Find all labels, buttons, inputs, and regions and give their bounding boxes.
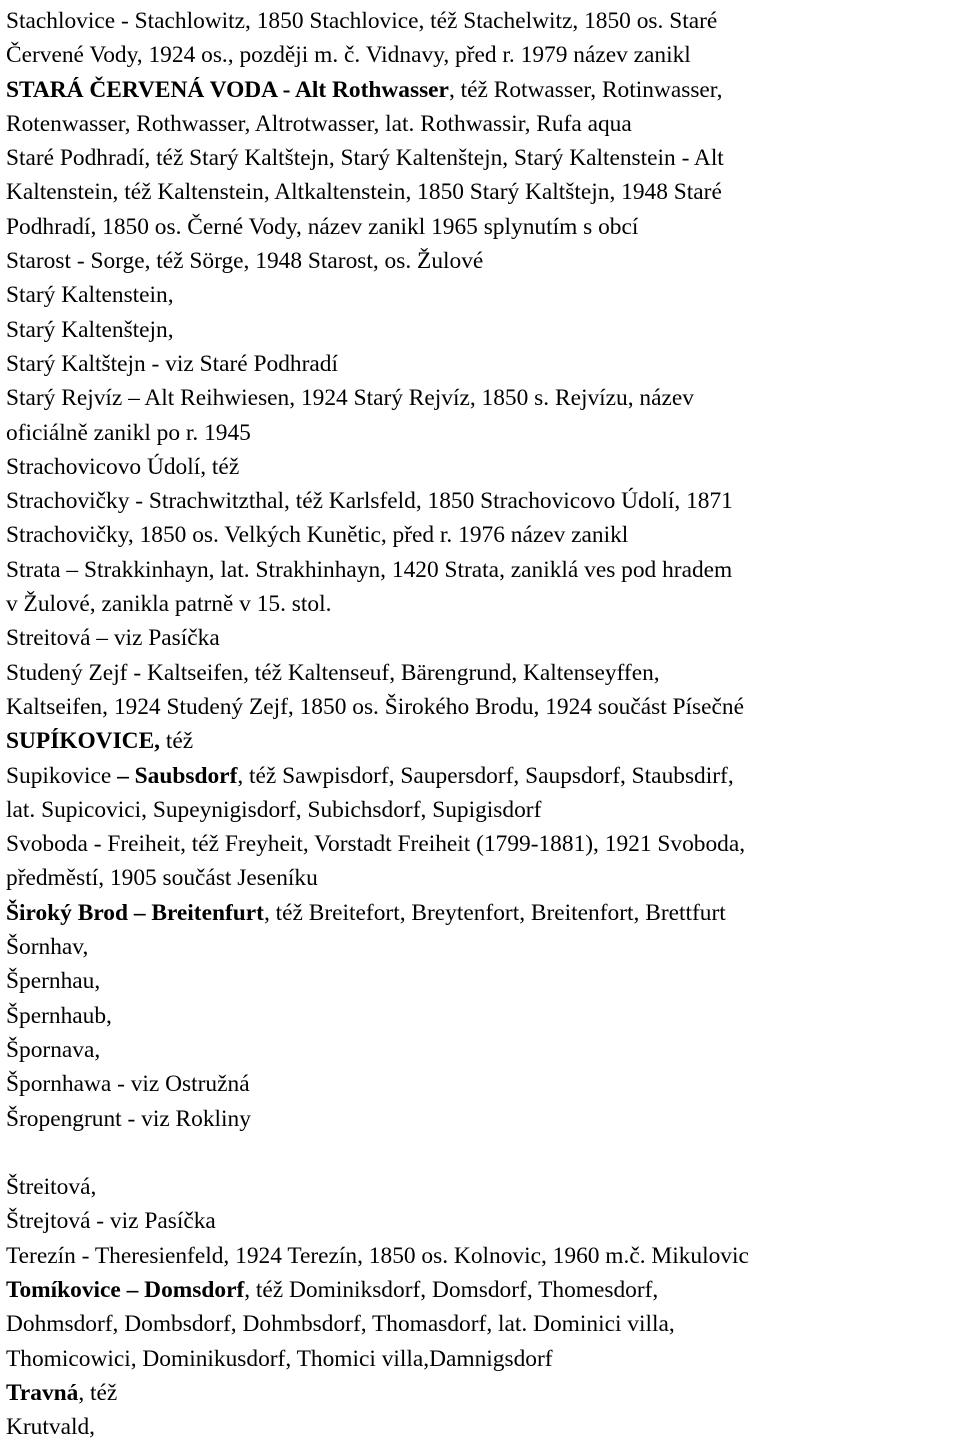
text-line <box>6 1239 958 1273</box>
text-segment: Kaltseifen, 1924 Studený Zejf, 1850 os. Širokého Brodu, 1924 součást Písečné <box>6 693 745 720</box>
bold-segment: – Saubsdorf <box>117 762 238 789</box>
text-line <box>6 1102 958 1136</box>
text-segment: , též Breitefort, Breytenfort, Breitenfort, Brettfurt <box>263 899 726 926</box>
text-segment: předměstí, 1905 součást Jeseníku <box>6 865 318 892</box>
text-segment: Špornhawa - viz Ostružná <box>6 1071 250 1098</box>
blank-line <box>6 1136 958 1170</box>
text-segment: Červené Vody, 1924 os., později m. č. Vidnavy, před r. 1979 název zanikl <box>6 42 691 69</box>
text-line <box>6 1376 958 1410</box>
text-segment: Strachovičky - Strachwitzthal, též Karlsfeld, 1850 Strachovicovo Údolí, 1871 <box>6 488 733 515</box>
text-segment: Studený Zejf - Kaltseifen, též Kaltenseuf, Bärengrund, Kaltenseyffen, <box>6 659 660 686</box>
text-segment: Špornava, <box>6 1036 101 1063</box>
text-segment: oficiálně zanikl po r. 1945 <box>6 419 251 446</box>
text-line <box>6 793 958 827</box>
text-segment: Dohmsdorf, Dombsdorf, Dohmbsdorf, Thomasdorf, lat. Dominici villa, <box>6 1311 675 1338</box>
bold-segment: SUPÍKOVICE, <box>6 728 161 755</box>
text-segment: Starý Kaltenstein, <box>6 282 174 309</box>
text-line <box>6 313 958 347</box>
text-line <box>6 656 958 690</box>
bold-segment: Široký Brod – Breitenfurt <box>6 899 264 926</box>
text-line <box>6 621 958 655</box>
text-segment: Starý Kaltštejn - viz Staré Podhradí <box>6 350 338 377</box>
text-segment: lat. Supicovici, Supeynigisdorf, Subichsdorf, Supigisdorf <box>6 796 542 823</box>
text-segment: Streitová – viz Pasíčka <box>6 625 220 652</box>
text-segment: Štreitová, <box>6 1174 97 1201</box>
text-line <box>6 930 958 964</box>
bold-segment: Travná <box>6 1379 79 1406</box>
text-segment: Svoboda - Freiheit, též Freyheit, Vorstadt Freiheit (1799-1881), 1921 Svoboda, <box>6 831 746 858</box>
text-segment: Stachlovice - Stachlowitz, 1850 Stachlovice, též Stachelwitz, 1850 os. Staré <box>6 8 718 34</box>
text-segment: Starý Rejvíz – Alt Reihwiesen, 1924 Starý Rejvíz, 1850 s. Rejvízu, název <box>6 385 694 412</box>
text-segment: Špernhaub, <box>6 1002 112 1029</box>
text-line <box>6 347 958 381</box>
text-segment: Starý Kaltenštejn, <box>6 316 174 343</box>
text-segment: , též Rotwasser, Rotinwasser, <box>448 76 723 103</box>
text-segment: Strachovicovo Údolí, též <box>6 453 240 480</box>
text-line <box>6 4 958 38</box>
text-line <box>6 107 958 141</box>
text-segment: Šropengrunt - viz Rokliny <box>6 1105 251 1132</box>
text-line <box>6 1307 958 1341</box>
bold-segment: STARÁ ČERVENÁ VODA - Alt Rothwasser <box>6 76 449 103</box>
text-line <box>6 416 958 450</box>
text-line <box>6 450 958 484</box>
text-line <box>6 964 958 998</box>
text-line <box>6 1410 958 1444</box>
text-segment: Supikovice <box>6 762 118 789</box>
text-line <box>6 1342 958 1376</box>
text-line <box>6 896 958 930</box>
text-segment: , též Dominiksdorf, Domsdorf, Thomesdorf, <box>244 1276 659 1303</box>
text-segment: Starost - Sorge, též Sörge, 1948 Starost, os. Žulové <box>6 248 484 275</box>
text-line <box>6 759 958 793</box>
text-line <box>6 141 958 175</box>
text-line <box>6 999 958 1033</box>
text-segment: Krutvald, <box>6 1414 95 1441</box>
text-line <box>6 518 958 552</box>
text-segment: Špernhau, <box>6 968 101 995</box>
text-line <box>6 244 958 278</box>
text-segment: Strata – Strakkinhayn, lat. Strakhinhayn, 1420 Strata, zaniklá ves pod hradem <box>6 556 733 583</box>
text-line <box>6 553 958 587</box>
text-line <box>6 1273 958 1307</box>
document-body <box>6 4 958 1444</box>
text-segment: Šornhav, <box>6 934 89 961</box>
text-line <box>6 1067 958 1101</box>
text-segment: v Žulové, zanikla patrně v 15. stol. <box>6 591 332 618</box>
text-line <box>6 690 958 724</box>
text-segment: Terezín - Theresienfeld, 1924 Terezín, 1850 os. Kolnovic, 1960 m.č. Mikulovic <box>6 1242 749 1269</box>
text-line <box>6 827 958 861</box>
text-line <box>6 484 958 518</box>
text-line <box>6 38 958 72</box>
text-line <box>6 73 958 107</box>
text-segment: též <box>160 728 194 755</box>
text-line <box>6 1033 958 1067</box>
text-segment: Strachovičky, 1850 os. Velkých Kunětic, před r. 1976 název zanikl <box>6 522 629 549</box>
text-line <box>6 861 958 895</box>
text-line <box>6 1204 958 1238</box>
text-segment: Štrejtová - viz Pasíčka <box>6 1208 216 1235</box>
text-line <box>6 278 958 312</box>
text-line <box>6 210 958 244</box>
text-segment: , též <box>78 1379 118 1406</box>
text-line <box>6 175 958 209</box>
bold-segment: Tomíkovice – Domsdorf <box>6 1276 245 1303</box>
text-segment: , též Sawpisdorf, Saupersdorf, Saupsdorf, Staubsdirf, <box>237 762 734 789</box>
text-line <box>6 381 958 415</box>
text-segment: Thomicowici, Dominikusdorf, Thomici villa,Damnigsdorf <box>6 1345 553 1372</box>
text-segment: Podhradí, 1850 os. Černé Vody, název zanikl 1965 splynutím s obcí <box>6 213 639 240</box>
text-segment: Kaltenstein, též Kaltenstein, Altkaltenstein, 1850 Starý Kaltštejn, 1948 Staré <box>6 179 722 206</box>
text-segment: Staré Podhradí, též Starý Kaltštejn, Starý Kaltenštejn, Starý Kaltenstein - Alt <box>6 145 724 172</box>
text-line <box>6 724 958 758</box>
text-line <box>6 587 958 621</box>
text-segment: Rotenwasser, Rothwasser, Altrotwasser, lat. Rothwassir, Rufa aqua <box>6 110 632 137</box>
text-line <box>6 1170 958 1204</box>
